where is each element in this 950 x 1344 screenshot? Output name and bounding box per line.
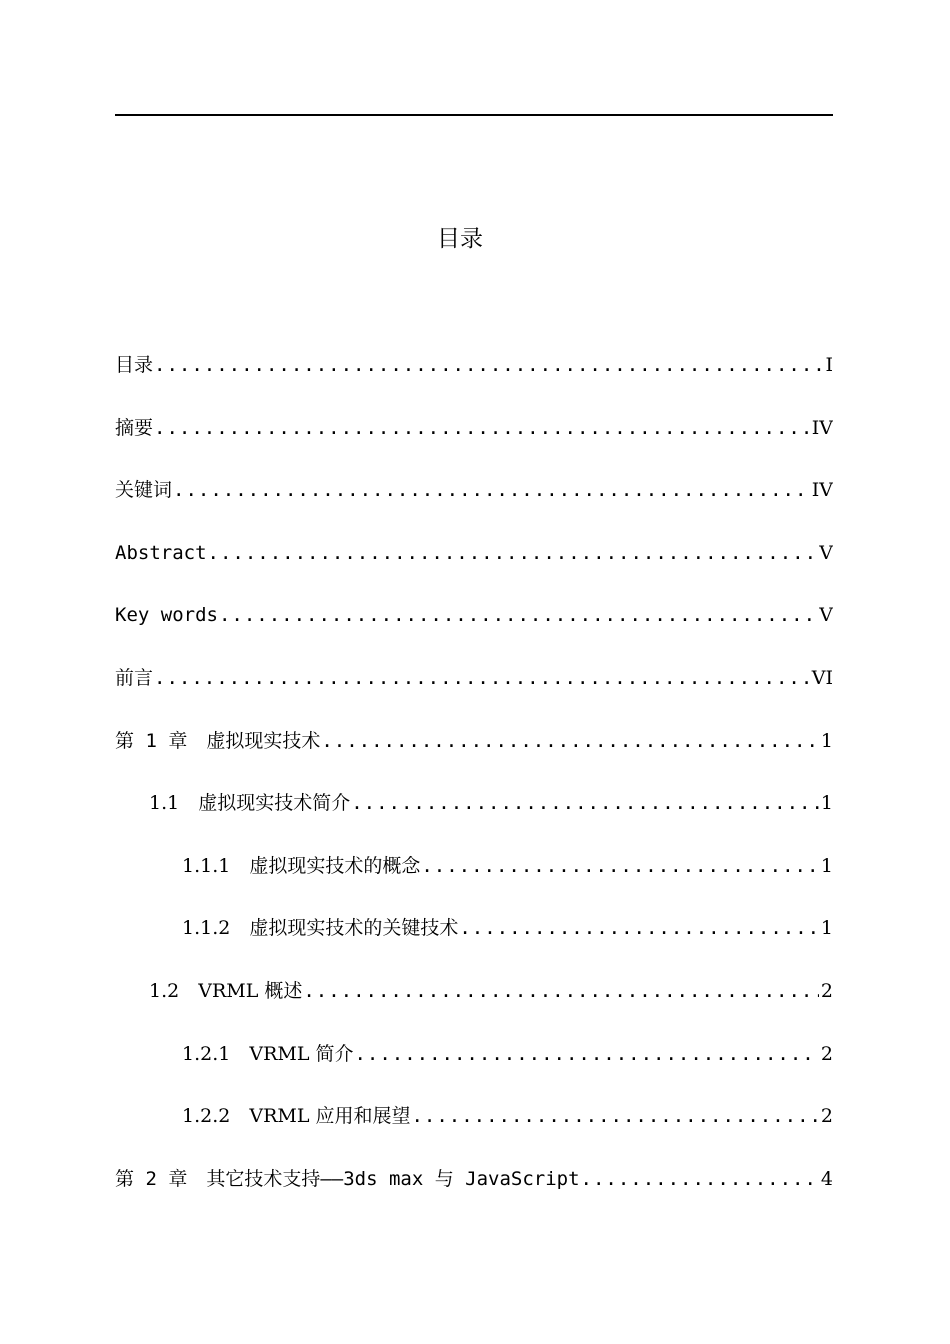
toc-entry-abstract-cn[interactable] xyxy=(115,409,833,472)
toc-dot-leader xyxy=(172,471,810,509)
toc-entry-keywords-cn[interactable] xyxy=(115,471,833,534)
toc-page-number: IV xyxy=(811,479,833,502)
toc-dot-leader xyxy=(218,596,817,634)
toc-page-number: I xyxy=(825,354,833,376)
toc-page-number: V xyxy=(819,541,833,564)
toc-entry-section-1-2[interactable] xyxy=(115,972,833,1035)
toc-entry-section-1-1-2[interactable] xyxy=(115,909,833,972)
toc-entry-chapter-2[interactable] xyxy=(115,1160,833,1223)
toc-page-number: 2 xyxy=(820,1105,833,1128)
toc-dot-leader xyxy=(302,972,819,1010)
toc-page-number: 2 xyxy=(820,979,833,1002)
toc-page-number: 1 xyxy=(820,854,833,877)
toc-page-number: 2 xyxy=(820,1042,833,1065)
toc-entry-label: 关键词 xyxy=(115,479,173,502)
toc-entry-keywords-en[interactable] xyxy=(115,596,833,659)
toc-entry-label: Abstract xyxy=(115,541,207,564)
toc-entry-abstract-en[interactable] xyxy=(115,534,833,597)
toc-entry-section-1-2-2[interactable] xyxy=(115,1097,833,1160)
toc-entry-label: 1.1.2 虚拟现实技术的关键技术 xyxy=(182,917,459,940)
toc-page-number: 1 xyxy=(820,792,833,815)
toc-page-number: IV xyxy=(811,416,833,439)
toc-entry-chapter-1[interactable] xyxy=(115,722,833,785)
toc-dot-leader xyxy=(410,1097,818,1135)
toc-entry-contents[interactable] xyxy=(115,346,833,409)
toc-entry-preface[interactable] xyxy=(115,659,833,722)
toc-dot-leader xyxy=(153,659,810,697)
toc-dot-leader xyxy=(353,1035,818,1073)
toc-entry-label: 第 1 章 虚拟现实技术 xyxy=(115,729,321,752)
toc-entry-label: 第 2 章 其它技术支持——3ds max 与 JavaScript xyxy=(115,1167,580,1190)
toc-dot-leader xyxy=(350,784,819,822)
toc-entry-label: 1.1.1 虚拟现实技术的概念 xyxy=(182,854,421,877)
toc-page-number: V xyxy=(819,604,833,627)
toc-entry-section-1-2-1[interactable] xyxy=(115,1035,833,1098)
toc-entry-label: 前言 xyxy=(115,666,154,689)
toc-entry-section-1-1-1[interactable] xyxy=(115,847,833,910)
toc-page-number: VI xyxy=(811,666,833,689)
toc-entry-label: 1.1 虚拟现实技术简介 xyxy=(149,792,351,815)
toc-entry-label: 摘要 xyxy=(115,416,154,439)
toc-entry-label: Key words xyxy=(115,604,218,627)
toc-page-number: 4 xyxy=(820,1167,833,1190)
toc-entry-label: 目录 xyxy=(115,354,154,376)
toc-entry-label: 1.2.1 VRML 简介 xyxy=(182,1042,354,1065)
toc-dot-leader xyxy=(207,534,818,572)
toc-dot-leader xyxy=(580,1160,819,1198)
toc-dot-leader xyxy=(153,409,810,447)
toc-dot-leader xyxy=(153,346,823,384)
toc-page-number: 1 xyxy=(820,729,833,752)
page-title: 目录 xyxy=(437,226,483,252)
toc-dot-leader xyxy=(458,909,819,947)
header-rule xyxy=(115,114,833,116)
toc-entry-label: 1.2 VRML 概述 xyxy=(149,979,303,1002)
toc-page-number: 1 xyxy=(820,917,833,940)
toc-entry-label: 1.2.2 VRML 应用和展望 xyxy=(182,1105,411,1128)
toc-list xyxy=(115,346,833,1222)
toc-dot-leader xyxy=(320,722,819,760)
toc-entry-section-1-1[interactable] xyxy=(115,784,833,847)
toc-dot-leader xyxy=(420,847,819,885)
